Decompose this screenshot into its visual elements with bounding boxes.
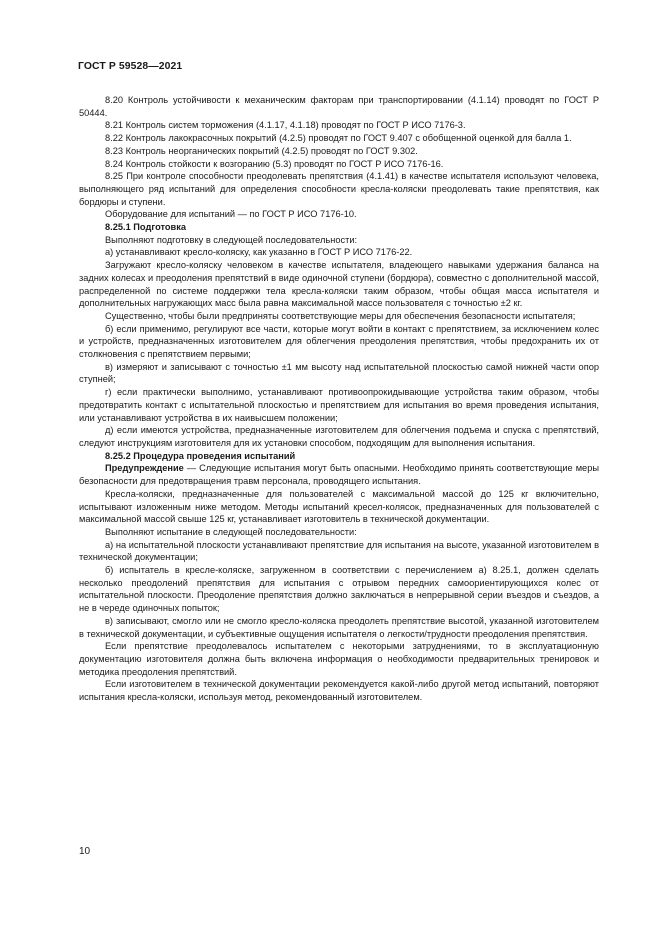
list-item: д) если имеются устройства, предназначенные изготовителем для облегчения подъема и спуска с препятствий, следуют инструкциям изготовителя для их установки способом, подходящим для выполнения испытания.: [79, 425, 599, 448]
paragraph: 8.24 Контроль стойкости к возгоранию (5.3) проводят по ГОСТ Р ИСО 7176-16.: [105, 158, 444, 169]
paragraph: Кресла-коляски, предназначенные для пользователей с максимальной массой до 125 кг включительно, испытывают изложенным ниже методом. Методы испытаний кресел-колясок, предназначенных для пользователей с максимальной массой свыше 125 кг, устанавливает изготовитель в технической документации.: [79, 488, 599, 525]
list-item: в) измеряют и записывают с точностью ±1 мм высоту над испытательной плоскостью самой нижней части опор ступней;: [79, 361, 599, 385]
warning-text: — Следующие испытания могут быть опасными. Необходимо принять соответствующие меры безопасности для предотвращения травм персонала, проводящего испытания.: [79, 463, 599, 487]
paragraph: Если изготовителем в технической документации рекомендуется какой-либо другой метод испытаний, повторяют испытания кресла-коляски, используя метод, рекомендованный изготовителем.: [79, 679, 599, 703]
paragraph: 8.25 При контроле способности преодолевать препятствия (4.1.41) в качестве испытателя используют человека, выполняющего ряд испытаний для определения способности кресла-коляски преодолевать такие препятствия, как бордюры и ступени.: [79, 171, 599, 207]
paragraph: 8.21 Контроль систем торможения (4.1.17, 4.1.18) проводят по ГОСТ Р ИСО 7176-3.: [105, 120, 466, 131]
list-item: а) устанавливают кресло-коляску, как указанно в ГОСТ Р ИСО 7176-22.: [105, 247, 413, 258]
list-item: г) если практически выполнимо, устанавливают противоопрокидывающие устройства таким образом, чтобы предотвратить контакт с испытательной плоскостью и препятствием для испытания во время проведения испытания, или устанавливают устройства в их наивысшем положении;: [79, 387, 599, 423]
list-item: в) записывают, смогло или не смогло кресло-коляска преодолеть препятствие высотой, указанной изготовителем в технической документации, и субъективные ощущения испытателя о легкости/трудности преодоления препятствия.: [79, 615, 599, 639]
section-heading: 8.25.1 Подготовка: [105, 222, 187, 233]
list-item: б) если применимо, регулируют все части, которые могут войти в контакт с препятствием, за исключением колес и устройств, предназначенных изготовителем для облегчения преодоления препятствия, чтобы предохранить их от столкновения с препятствием первыми;: [79, 323, 599, 360]
warning-paragraph: [79, 462, 599, 487]
paragraph: Загружают кресло-коляску человеком в качестве испытателя, владеющего навыками удержания баланса на задних колесах и преодоления препятствий в виде одиночной ступени (бордюра), совместно с дополнительной массой, распределенной по системе поддержки тела кресла-коляски таким образом, чтобы общая масса испытателя и дополнительных нагружающих масс была равна максимальной массе пользователя с точностью ±2 кг.: [79, 260, 599, 309]
paragraph: 8.22 Контроль лакокрасочных покрытий (4.2.5) проводят по ГОСТ 9.407 с обобщенной оценкой для балла 1.: [105, 133, 572, 144]
paragraph: Оборудование для испытаний — по ГОСТ Р ИСО 7176-10.: [105, 209, 357, 220]
list-item: а) на испытательной плоскости устанавливают препятствие для испытания на высоте, указанной изготовителем в технической документации;: [79, 539, 599, 563]
paragraph: Выполняют испытание в следующей последовательности:: [105, 526, 357, 537]
paragraph: 8.20 Контроль устойчивости к механическим факторам при транспортировании (4.1.14) проводят по ГОСТ Р 50444.: [79, 95, 599, 118]
paragraph: Если препятствие преодолевалось испытателем с некоторыми затруднениями, то в эксплуатационную документацию изготовителя должна быть включена информация о необходимости предварительных тренировок и методика преодоления препятствий.: [79, 641, 599, 677]
list-item: б) испытатель в кресле-коляске, загруженном в соответствии с перечислением а) 8.25.1, должен сделать несколько преодолений препятствия для испытания с отрывом передних самоориентирующихся колес от испытательной плоскости. Преодоление препятствия должно заключаться в непрерывной серии въездов и съездов, а не в череде одиночных попыток;: [79, 565, 599, 614]
warning-label: Предупреждение: [105, 463, 184, 474]
paragraph: Существенно, чтобы были предприняты соответствующие меры для обеспечения безопасности испытателя;: [105, 310, 576, 321]
document-header: ГОСТ Р 59528—2021: [78, 61, 183, 72]
paragraph: Выполняют подготовку в следующей последовательности:: [105, 234, 358, 245]
paragraph: 8.23 Контроль неорганических покрытий (4.2.5) проводят по ГОСТ 9.302.: [105, 145, 418, 156]
page-number: 10: [79, 846, 91, 857]
section-heading: 8.25.2 Процедура проведения испытаний: [105, 450, 296, 461]
document-body: [79, 94, 599, 704]
